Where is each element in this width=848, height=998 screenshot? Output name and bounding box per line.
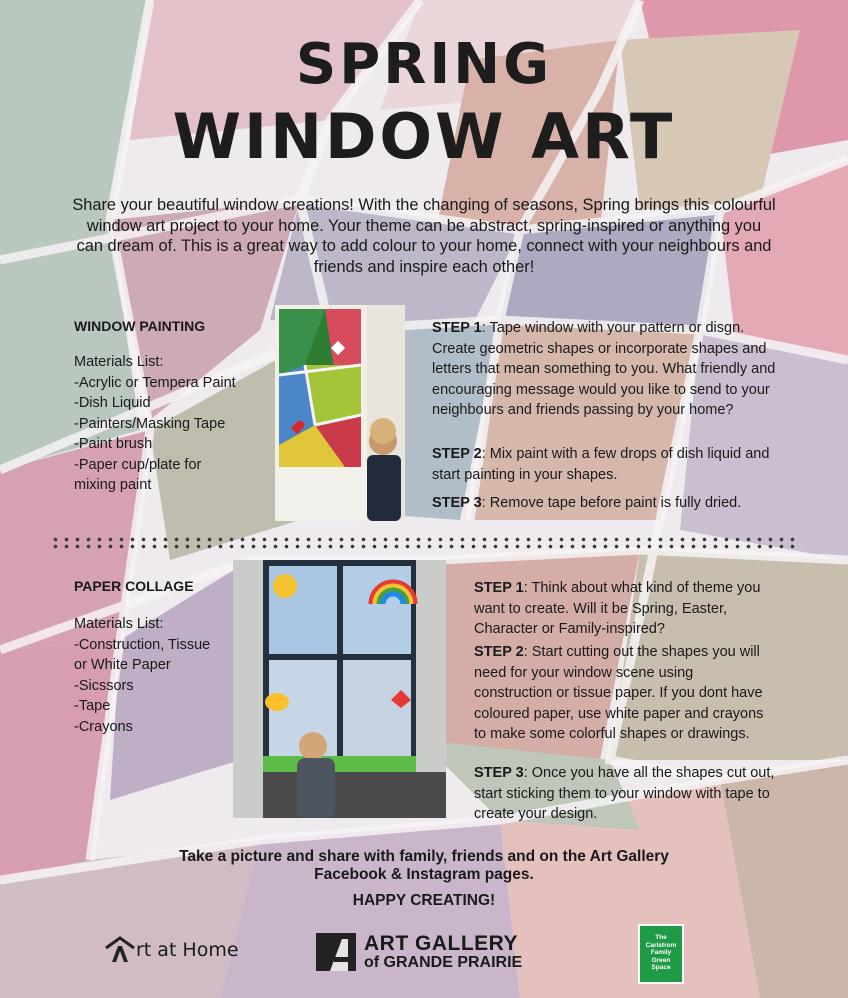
materials-item: -Sicssors bbox=[74, 677, 134, 694]
gallery-location: of GRANDE PRAIRIE bbox=[364, 954, 523, 971]
window-painting-photo bbox=[275, 305, 405, 521]
materials-item: -Construction, Tissue bbox=[74, 636, 211, 653]
green-space-logo bbox=[638, 924, 684, 984]
materials-item: -Tape bbox=[74, 698, 111, 714]
step-text: : Tape window with your pattern or disgn. Create geometric shapes or incorporate shapes and letters that mean something to you. What friendly and encouraging message would you like to send to your neighbours and friends passing by your home? bbox=[432, 320, 776, 418]
intro-paragraph: Share your beautiful window creations! With the changing of seasons, Spring brings this colourful window art project to your home. Your theme can be abstract, spring-inspired or anything you can dream of. This is a great way to add colour to your home, connect with your neighbours and friends and inspire each other! bbox=[72, 196, 776, 276]
step-text: : Mix paint with a few drops of dish liquid and start painting in your shapes. bbox=[432, 446, 770, 483]
step-text: : Think about what kind of theme you want to create. Will it be Spring, Easter, Character or Family-inspired? bbox=[474, 580, 761, 637]
step-label: STEP 3 bbox=[474, 765, 524, 781]
paper-collage-heading: PAPER COLLAGE bbox=[74, 578, 194, 594]
green-space-text: Green bbox=[651, 956, 671, 964]
green-space-text: The bbox=[655, 934, 667, 941]
step-text: : Once you have all the shapes cut out, start sticking them to your window with tape to create your design. bbox=[474, 765, 775, 822]
art-at-home-text: rt at Home bbox=[136, 939, 239, 961]
step-label: STEP 2 bbox=[432, 446, 482, 462]
closing-line-1: Take a picture and share with family, friends and on the Art Gallery bbox=[179, 848, 669, 865]
gallery-name: ART GALLERY bbox=[364, 932, 519, 955]
step-label: STEP 2 bbox=[474, 644, 524, 660]
title-line-2: WINDOW ART bbox=[172, 100, 676, 173]
green-space-text: Family bbox=[650, 949, 672, 956]
step-2 bbox=[432, 444, 787, 485]
dotted-divider bbox=[50, 536, 800, 550]
materials-item: -Paint brush bbox=[74, 436, 153, 452]
materials-item: or White Paper bbox=[74, 657, 171, 673]
materials-item: -Crayons bbox=[74, 718, 133, 735]
step-label: STEP 1 bbox=[432, 320, 482, 336]
closing-line-3: HAPPY CREATING! bbox=[352, 892, 496, 909]
materials-item: -Acrylic or Tempera Paint bbox=[74, 374, 236, 391]
window-painting-heading: WINDOW PAINTING bbox=[74, 318, 206, 334]
materials-item: Materials List: bbox=[74, 354, 164, 370]
step-1 bbox=[474, 578, 774, 640]
step-3 bbox=[474, 763, 779, 825]
step-1 bbox=[432, 318, 787, 421]
materials-item: mixing paint bbox=[74, 477, 152, 493]
step-label: STEP 1 bbox=[474, 580, 524, 596]
paper-collage-photo bbox=[233, 560, 446, 818]
step-label: STEP 3 bbox=[432, 495, 482, 511]
materials-item: -Paper cup/plate for bbox=[74, 456, 202, 473]
materials-item: -Painters/Masking Tape bbox=[74, 415, 226, 432]
closing-line-2: Facebook & Instagram pages. bbox=[314, 866, 534, 883]
title-line-1: SPRING bbox=[295, 32, 553, 97]
art-gallery-logo bbox=[316, 933, 522, 973]
materials-item: Materials List: bbox=[74, 616, 164, 632]
art-at-home-logo bbox=[104, 936, 239, 964]
step-3 bbox=[432, 493, 792, 514]
step-text: : Remove tape before paint is fully dried. bbox=[481, 495, 742, 511]
house-a-icon bbox=[104, 936, 136, 964]
gallery-a-icon bbox=[316, 933, 358, 973]
step-2 bbox=[474, 642, 774, 745]
green-space-text: Carlstrom bbox=[645, 941, 677, 949]
materials-item: -Dish Liquid bbox=[74, 395, 151, 411]
green-space-text: Space bbox=[651, 964, 671, 971]
step-text: : Start cutting out the shapes you will need for your window scene using construction or tissue paper. If you dont have coloured paper, use white paper and crayons to make some colorful shapes or drawings. bbox=[474, 644, 764, 742]
window-painting-materials bbox=[74, 352, 274, 496]
paper-collage-materials bbox=[74, 614, 244, 737]
